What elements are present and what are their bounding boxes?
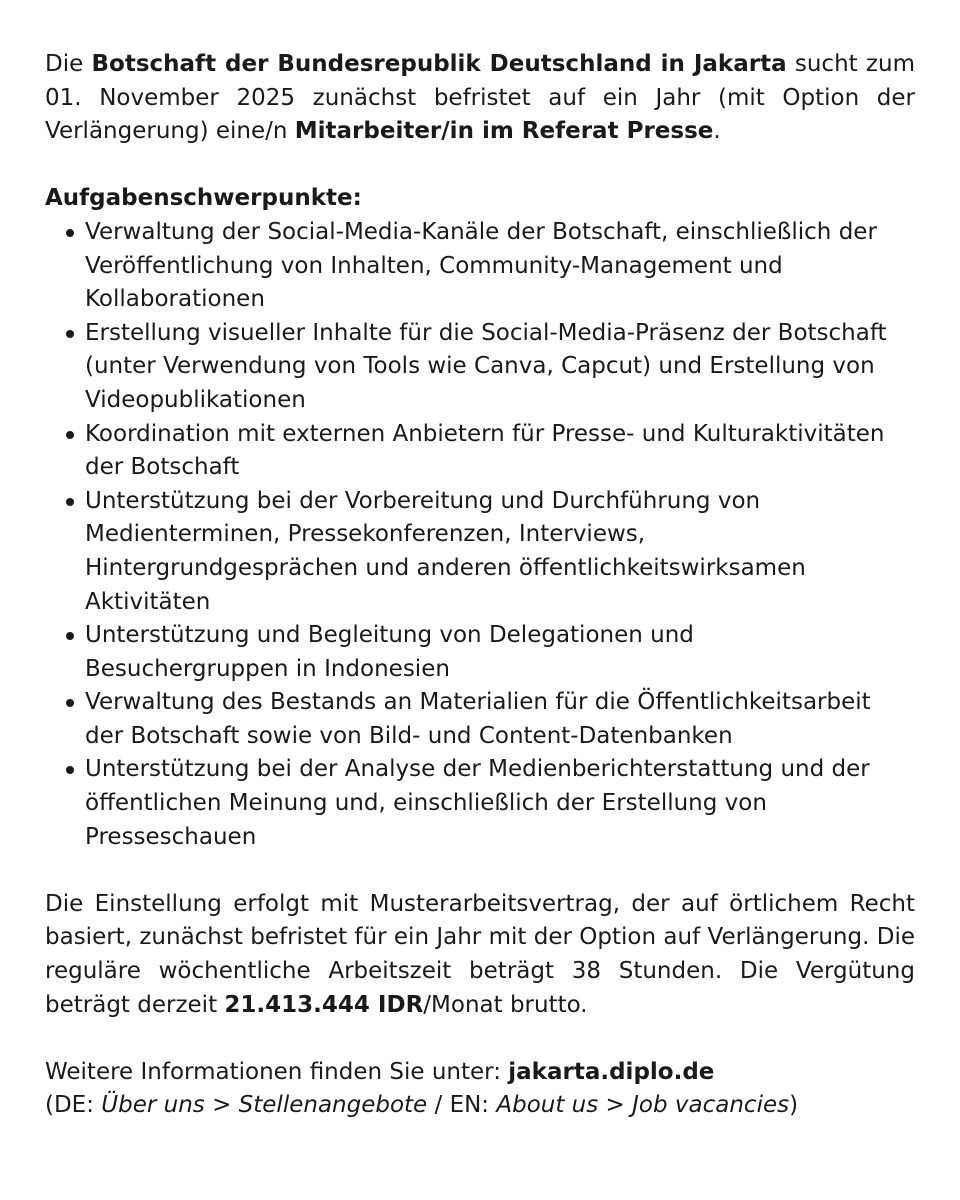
contract-paragraph <box>45 888 915 1022</box>
position-title: Mitarbeiter/in im Referat Presse <box>294 118 714 145</box>
task-item: Koordination mit externen Anbietern für Presse- und Kulturaktivitäten der Botschaft <box>85 418 915 485</box>
task-item: Erstellung visueller Inhalte für die Social-Media-Präsenz der Botschaft (unter Verwendung von Tools wie Canva, Capcut) und Erstellung von Videopublikationen <box>85 317 915 418</box>
task-item: Unterstützung bei der Vorbereitung und Durchführung von Medienterminen, Pressekonferenzen, Interviews, Hintergrundgesprächen und anderen öffentlichkeitswirksamen Aktivitäten <box>85 485 915 619</box>
tasks-list <box>45 216 915 854</box>
info-paragraph <box>45 1056 915 1123</box>
info-suffix: ) <box>789 1092 799 1119</box>
de-path: Über uns > Stellenangebote <box>101 1092 428 1119</box>
tasks-heading: Aufgabenschwerpunkte: <box>45 185 362 212</box>
website-link[interactable]: jakarta.diplo.de <box>508 1058 715 1085</box>
contract-text-1: Die Einstellung erfolgt mit Musterarbeitsvertrag, der auf örtlichem Recht basiert, zunächst befristet für ein Jahr mit der Option auf Verlängerung. Die reguläre wöchentliche Arbeitszeit beträgt 38 Stunden. Die Vergütung beträgt derzeit <box>45 890 915 1018</box>
task-item: Unterstützung bei der Analyse der Medienberichterstattung und der öffentlichen Meinung und, einschließlich der Erstellung von Presseschauen <box>85 753 915 854</box>
en-path: About us > Job vacancies <box>496 1092 790 1119</box>
info-text: Weitere Informationen finden Sie unter: <box>45 1058 509 1085</box>
intro-text-2: sucht zum 01. November 2025 zunächst befristet auf ein Jahr (mit Option der Verlängerung) eine/n <box>45 51 915 145</box>
task-item: Verwaltung des Bestands an Materialien für die Öffentlichkeitsarbeit der Botschaft sowie von Bild- und Content-Datenbanken <box>85 686 915 753</box>
intro-paragraph <box>45 48 915 149</box>
info-de-prefix: (DE: <box>45 1092 102 1119</box>
intro-text-3: . <box>713 118 721 145</box>
task-item: Verwaltung der Social-Media-Kanäle der Botschaft, einschließlich der Veröffentlichung von Inhalten, Community-Management und Kollaborationen <box>85 216 915 317</box>
embassy-name: Botschaft der Bundesrepublik Deutschland in Jakarta <box>91 51 787 77</box>
task-item: Unterstützung und Begleitung von Delegationen und Besuchergruppen in Indonesien <box>85 619 915 686</box>
salary-amount: 21.413.444 IDR <box>224 991 424 1018</box>
info-en-prefix: / EN: <box>427 1092 497 1119</box>
intro-text-1: Die <box>45 51 92 77</box>
contract-text-2: /Monat brutto. <box>423 991 588 1018</box>
